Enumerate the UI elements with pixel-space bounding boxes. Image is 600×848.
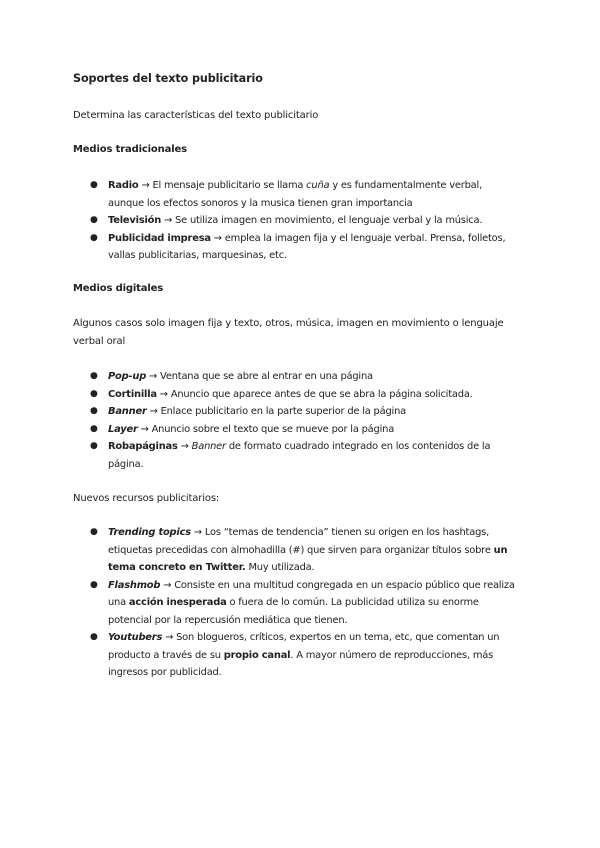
list-item-pop-up: ● Pop-up → Ventana que se abre al entrar en una página [90, 368, 520, 386]
list-item-youtubers: ● Youtubers → Son blogueros, críticos, expertos en un tema, etc, que comentan un producto a través de su propio canal. A mayor número de reproducciones, más ingresos por publicidad. [90, 629, 520, 682]
bullet-icon: ● [90, 388, 98, 399]
heading-digital-media: Medios digitales [73, 283, 164, 294]
term-flashmob: Flashmob [108, 579, 161, 591]
digital-intro-text: Algunos casos solo imagen fija y texto, otros, música, imagen en movimiento o lenguaje verbal oral [73, 318, 504, 347]
list-item-publicidad-impresa: ● Publicidad impresa → emplea la imagen fija y el lenguaje verbal. Prensa, folletos, vallas publicitarias, marquesinas, etc. [90, 230, 520, 265]
term-television: Televisión [108, 215, 162, 226]
list-item-robapaginas: ● Robapáginas → Banner de formato cuadrado integrado en los contenidos de la página. [90, 438, 520, 473]
term-banner: Banner [108, 406, 147, 417]
traditional-media-list [90, 177, 520, 265]
list-item-radio: ● Radio → El mensaje publicitario se llama cuña y es fundamentalmente verbal, aunque los efectos sonoros y la musica tienen gran importancia [90, 177, 520, 212]
term-publicidad-impresa: Publicidad impresa [108, 232, 211, 244]
term-robapaginas: Robapáginas [108, 441, 178, 452]
list-item-trending-topics: ● Trending topics → Los “temas de tendencia” tienen su origen en los hashtags, etiquetas precedidas con almohadilla (#) que sirven para organizar títulos sobre un tema concreto en Twitter. Muy utilizada. [90, 524, 520, 577]
term-pop-up: Pop-up [108, 371, 147, 382]
bullet-icon: ● [90, 423, 98, 434]
term-youtubers: Youtubers [108, 632, 163, 643]
list-item-cortinilla: ● Cortinilla → Anuncio que aparece antes de que se abra la página solicitada. [90, 386, 520, 404]
heading-traditional-media: Medios tradicionales [73, 144, 187, 155]
document-title: Soportes del texto publicitario [73, 72, 263, 85]
bullet-icon: ● [90, 632, 98, 642]
bullet-icon: ● [90, 215, 98, 225]
term-trending-topics: Trending topics [108, 527, 191, 538]
term-cuna: cuña [306, 180, 330, 191]
bullet-icon: ● [90, 180, 98, 190]
new-resources-list [90, 524, 520, 682]
bullet-icon: ● [90, 441, 98, 451]
list-item-flashmob: ● Flashmob → Consiste en una multitud congregada en un espacio público que realiza una acción inesperada o fuera de lo común. La publicidad utiliza su enorme potencial por la repercusión mediática que tienen. [90, 577, 520, 630]
list-item-television: ● Televisión → Se utiliza imagen en movimiento, el lenguaje verbal y la música. [90, 212, 520, 230]
bullet-icon: ● [90, 579, 98, 590]
digital-media-list [90, 368, 520, 473]
intro-text: Determina las características del texto publicitario [73, 110, 319, 121]
list-item-layer: ● Layer → Anuncio sobre el texto que se mueve por la página [90, 421, 520, 439]
bullet-icon: ● [90, 527, 98, 537]
heading-new-resources: Nuevos recursos publicitarios: [73, 493, 220, 504]
term-radio: Radio [108, 180, 139, 191]
bullet-icon: ● [90, 371, 98, 381]
bullet-icon: ● [90, 406, 98, 416]
term-layer: Layer [108, 423, 138, 435]
bullet-icon: ● [90, 232, 98, 243]
term-cortinilla: Cortinilla [108, 388, 157, 400]
list-item-banner: ● Banner → Enlace publicitario en la parte superior de la página [90, 403, 520, 421]
